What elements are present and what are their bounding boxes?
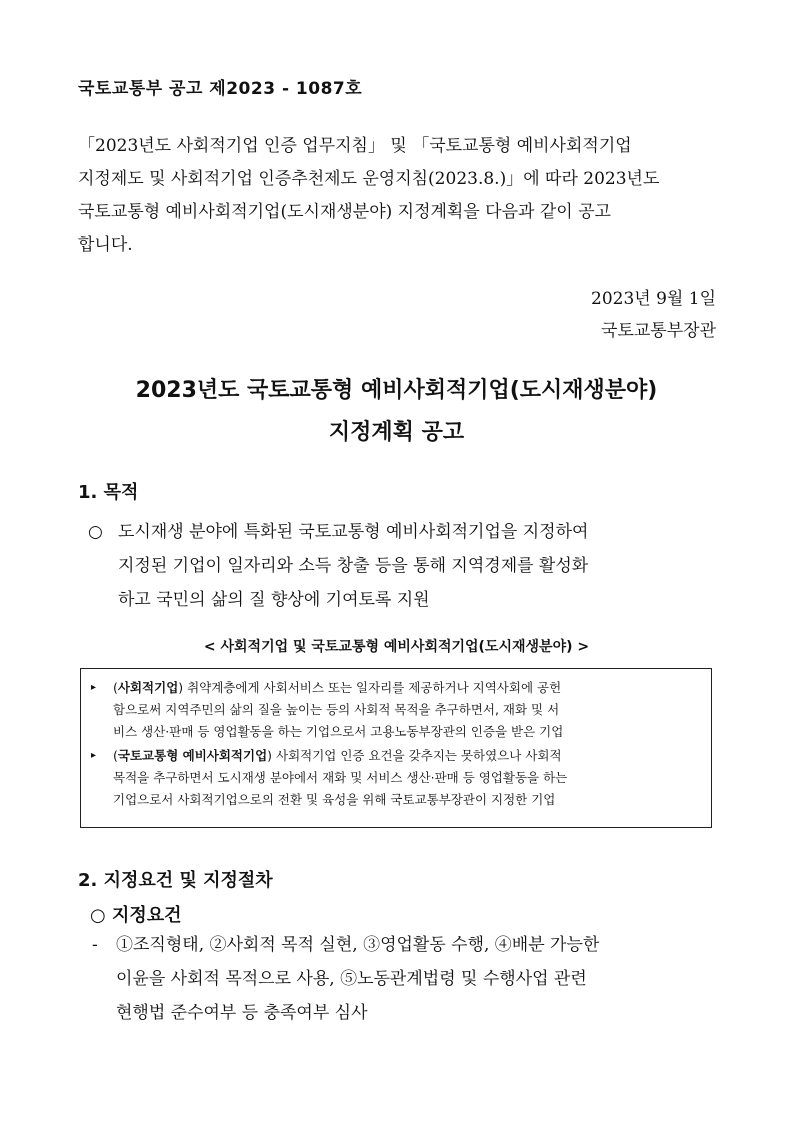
intro-paragraph bbox=[78, 130, 718, 262]
purpose-line: 도시재생 분야에 특화된 국토교통형 예비사회적기업을 지정하여 bbox=[118, 522, 589, 542]
definition-line: ) 사회적기업 인증 요건을 갖추지는 못하였으나 사회적 bbox=[267, 748, 562, 763]
dash-bullet-icon: - bbox=[92, 935, 98, 955]
triangle-bullet-icon: ▸ bbox=[91, 682, 97, 693]
intro-line: 합니다. bbox=[78, 235, 133, 255]
requirement-line: 현행법 준수여부 등 충족여부 심사 bbox=[116, 1003, 368, 1023]
definition-term: 사회적기업 bbox=[117, 680, 179, 695]
requirements-heading: ○ 지정요건 bbox=[90, 905, 182, 926]
definition-line: 목적을 추구하면서 도시재생 분야에서 재화 및 서비스 생산·판매 등 영업활동을 하는 bbox=[113, 770, 568, 785]
definition-item: ▸ (국토교통형 예비사회적기업) 사회적기업 인증 요건을 갖추지는 못하였으나 사회적 목적을 추구하면서 도시재생 분야에서 재화 및 서비스 생산·판매 등 영업활동을 하는 기업으로서 사회적기업으로의 전환 및 육성을 위해 국토교통부장관이 지정한 기업 bbox=[91, 745, 699, 811]
definition-item: ▸ (사회적기업) 취약계층에게 사회서비스 또는 일자리를 제공하거나 지역사회에 공헌 함으로써 지역주민의 삶의 질을 높이는 등의 사회적 목적을 추구하면서, 재화 및 서 비스 생산·판매 등 영업활동을 하는 기업으로서 고용노동부장관의 인증을 받은 기업 bbox=[91, 677, 699, 743]
intro-line: 「2023년도 사회적기업 인증 업무지침」 및 「국토교통형 예비사회적기업 bbox=[78, 136, 632, 156]
requirement-line: ①조직형태, ②사회적 목적 실현, ③영업활동 수행, ④배분 가능한 bbox=[116, 935, 600, 955]
section-1-heading: 1. 목적 bbox=[78, 482, 139, 503]
issuer-name: 국토교통부장관 bbox=[601, 321, 716, 341]
definition-line: 함으로써 지역주민의 삶의 질을 높이는 등의 사회적 목적을 추구하면서, 재화 및 서 bbox=[113, 702, 560, 717]
definition-line: ) 취약계층에게 사회서비스 또는 일자리를 제공하거나 지역사회에 공헌 bbox=[178, 680, 562, 695]
notice-number: 국토교통부 공고 제2023 - 1087호 bbox=[78, 79, 363, 99]
purpose-line: 하고 국민의 삶의 질 향상에 기여토록 지원 bbox=[118, 590, 430, 610]
purpose-line: 지정된 기업이 일자리와 소득 창출 등을 통해 지역경제를 활성화 bbox=[118, 556, 589, 576]
section-2-heading: 2. 지정요건 및 지정절차 bbox=[78, 870, 273, 891]
page-title-line-2: 지정계획 공고 bbox=[328, 420, 465, 445]
requirements-item bbox=[92, 928, 722, 1030]
requirement-line: 이윤을 사회적 목적으로 사용, ⑤노동관계법령 및 수행사업 관련 bbox=[116, 969, 587, 989]
notice-date: 2023년 9월 1일 bbox=[591, 289, 716, 309]
triangle-bullet-icon: ▸ bbox=[91, 750, 97, 761]
circle-bullet-icon: ○ bbox=[88, 522, 103, 542]
definition-line: 비스 생산·판매 등 영업활동을 하는 기업으로서 고용노동부장관의 인증을 받은 기업 bbox=[113, 724, 564, 739]
definition-box bbox=[80, 668, 712, 828]
definition-term: 국토교통형 예비사회적기업 bbox=[117, 748, 268, 763]
page-title-line-1: 2023년도 국토교통형 예비사회적기업(도시재생분야) bbox=[135, 378, 658, 403]
intro-line: 국토교통형 예비사회적기업(도시재생분야) 지정계획을 다음과 같이 공고 bbox=[78, 202, 611, 222]
purpose-bullet bbox=[88, 515, 720, 617]
definition-line: 기업으로서 사회적기업으로의 전환 및 육성을 위해 국토교통부장관이 지정한 기업 bbox=[113, 792, 556, 807]
intro-line: 지정제도 및 사회적기업 인증추천제도 운영지침(2023.8.)」에 따라 2023년도 bbox=[78, 169, 660, 189]
definition-box-caption: < 사회적기업 및 국토교통형 예비사회적기업(도시재생분야) > bbox=[203, 639, 590, 655]
